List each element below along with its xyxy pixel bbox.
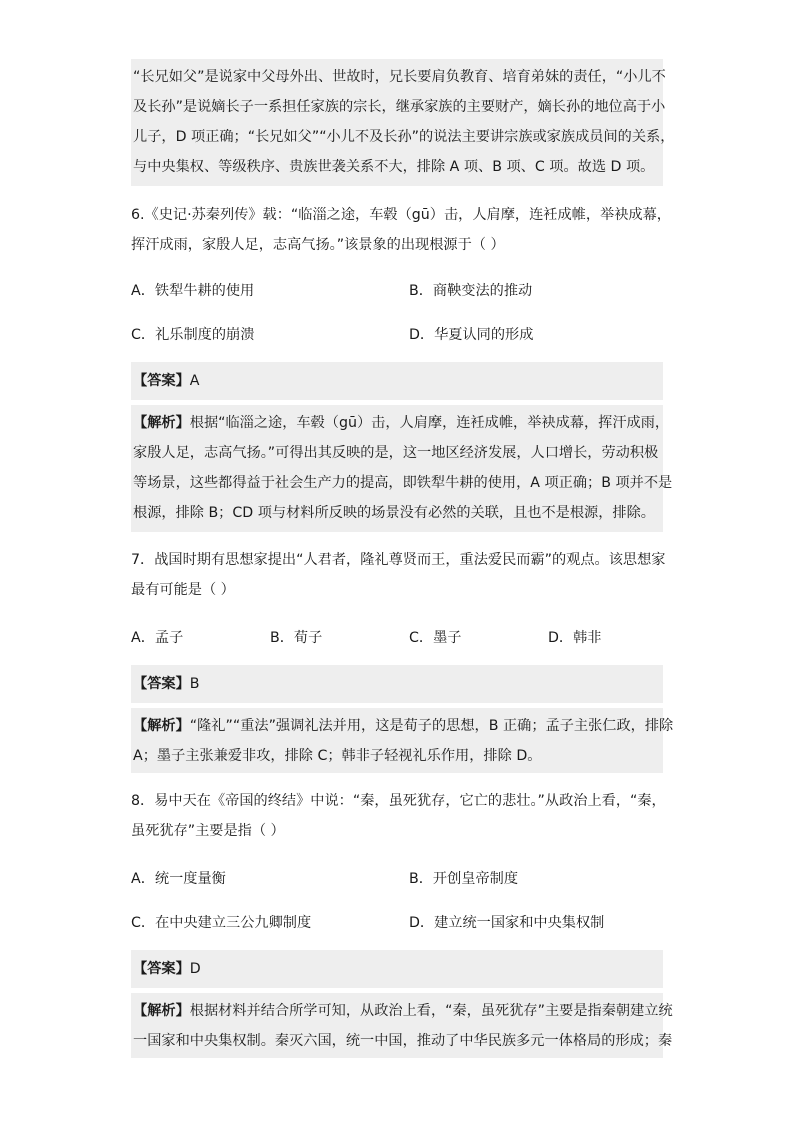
explanation-q5 xyxy=(131,59,675,186)
question-stem: 6.《史记·苏秦列传》载：“临淄之途，车毂（gū）击，人肩摩，连衽成帷，举袂成幕， xyxy=(131,207,671,223)
option-b: B．荀子 xyxy=(270,630,323,646)
option-d: D．华夏认同的形成 xyxy=(409,327,534,343)
option-d: D．建立统一国家和中央集权制 xyxy=(409,915,605,931)
answer-q8 xyxy=(131,950,663,988)
question-stem: 7．战国时期有思想家提出“人君者，隆礼尊贤而王，重法爱民而霸”的观点。该思想家 xyxy=(131,552,666,568)
analysis-label: 【解析】 xyxy=(133,415,190,431)
analysis-line: 根源，排除 B；CD 项与材料所反映的场景没有必然的关联，且也不是根源，排除。 xyxy=(133,505,655,521)
question-stem: 最有可能是（ ） xyxy=(131,582,235,598)
answer-line xyxy=(133,371,199,391)
text-line: 儿子，D 项正确；“长兄如父”“小儿不及长孙”的说法主要讲宗族或家族成员间的关系， xyxy=(133,129,675,145)
option-b: B．商鞅变法的推动 xyxy=(409,283,533,299)
question-7 xyxy=(131,541,666,621)
analysis-q7 xyxy=(131,708,674,773)
question-stem: 挥汗成雨，家殷人足，志高气扬。”该景象的出现根源于（ ） xyxy=(131,237,505,253)
option-d: D．韩非 xyxy=(548,630,602,646)
text-line: 及长孙”是说嫡长子一系担任家族的宗长，继承家族的主要财产，嫡长孙的地位高于小 xyxy=(133,99,666,115)
analysis-text: 根据材料并结合所学可知，从政治上看，“秦，虽死犹存”主要是指秦朝建立统 xyxy=(189,1003,673,1019)
option-b: B．开创皇帝制度 xyxy=(409,871,519,887)
analysis-label: 【解析】 xyxy=(133,718,190,734)
answer-label: 【答案】 xyxy=(133,373,190,389)
analysis-label: 【解析】 xyxy=(133,1003,190,1019)
analysis-line: 一国家和中央集权制。秦灭六国，统一中国，推动了中华民族多元一体格局的形成；秦 xyxy=(133,1033,673,1049)
analysis-q6 xyxy=(131,405,673,532)
analysis-line xyxy=(133,716,673,736)
option-a: A．铁犁牛耕的使用 xyxy=(131,283,255,299)
analysis-line: 家殷人足，志高气扬。”可得出其反映的是，这一地区经济发展，人口增长，劳动积极 xyxy=(133,445,659,461)
option-c: C．礼乐制度的崩溃 xyxy=(131,327,255,343)
answer-q6 xyxy=(131,362,663,400)
answer-label: 【答案】 xyxy=(133,961,190,977)
answer-q7 xyxy=(131,665,663,703)
question-stem: 8．易中天在《帝国的终结》中说：“秦，虽死犹存，它亡的悲壮。”从政治上看，“秦， xyxy=(131,793,666,809)
answer-value: A xyxy=(189,373,200,389)
question-6 xyxy=(131,196,671,276)
analysis-q8 xyxy=(131,993,673,1058)
analysis-line xyxy=(133,1001,673,1021)
text-line: 与中央集权、等级秩序、贵族世袭关系不大，排除 A 项、B 项、C 项。故选 D 项。 xyxy=(133,159,655,175)
option-c: C．墨子 xyxy=(409,630,462,646)
answer-line xyxy=(133,674,200,694)
option-c: C．在中央建立三公九卿制度 xyxy=(131,915,312,931)
question-stem: 虽死犹存”主要是指（ ） xyxy=(131,823,285,839)
answer-label: 【答案】 xyxy=(133,676,190,692)
option-a: A．统一度量衡 xyxy=(131,871,226,887)
option-a: A．孟子 xyxy=(131,630,184,646)
answer-value: D xyxy=(189,961,201,977)
analysis-line xyxy=(133,413,669,433)
analysis-text: “隆礼”“重法”强调礼法并用，这是荀子的思想，B 正确；孟子主张仁政，排除 xyxy=(189,718,674,734)
analysis-line: A；墨子主张兼爱非攻，排除 C；韩非子轻视礼乐作用，排除 D。 xyxy=(133,748,542,764)
analysis-line: 等场景，这些都得益于社会生产力的提高，即铁犁牛耕的使用，A 项正确；B 项并不是 xyxy=(133,475,673,491)
question-8 xyxy=(131,782,666,862)
text-line: “长兄如父”是说家中父母外出、世故时，兄长要肩负教育、培育弟妹的责任，“小儿不 xyxy=(133,69,666,85)
answer-value: B xyxy=(189,676,200,692)
answer-line xyxy=(133,959,201,979)
analysis-text: 根据“临淄之途，车毂（gū）击，人肩摩，连衽成帷，举袂成幕，挥汗成雨， xyxy=(189,415,670,431)
